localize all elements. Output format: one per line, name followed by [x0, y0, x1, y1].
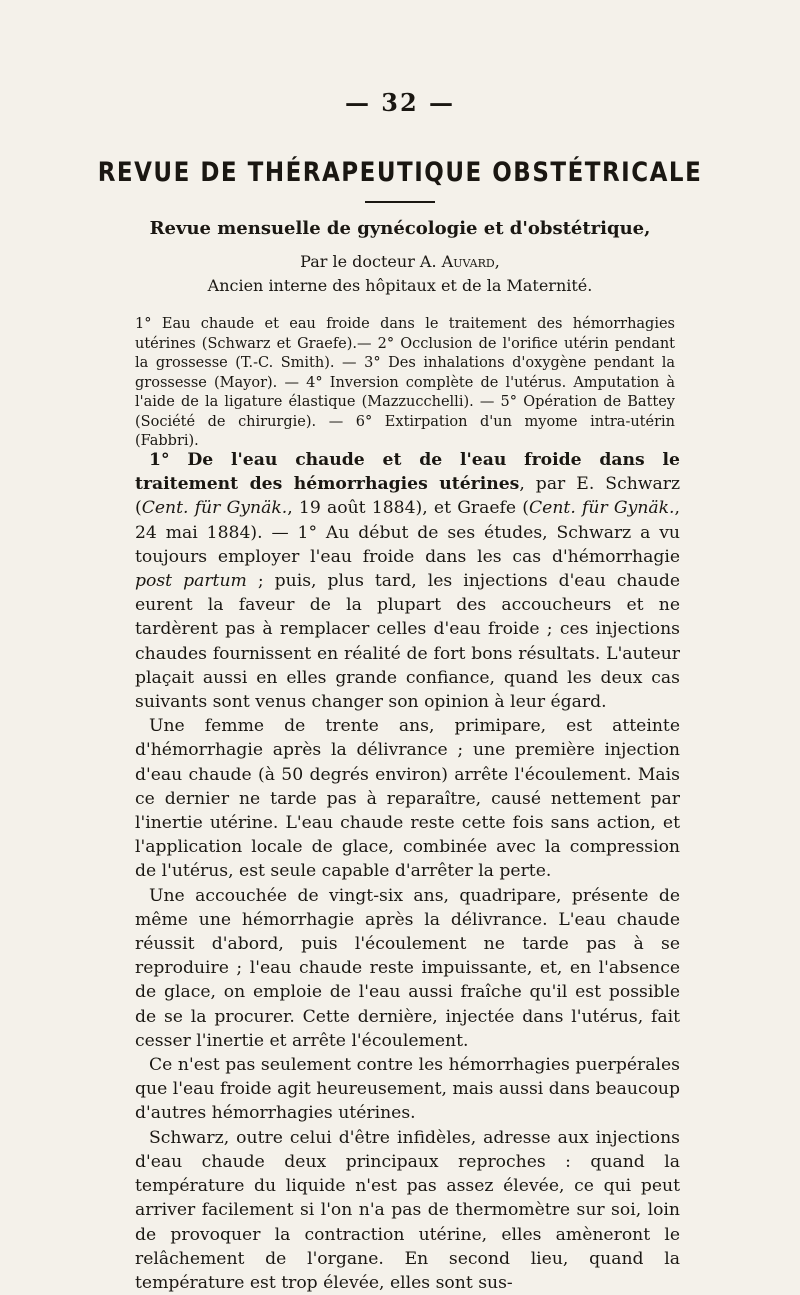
journal-title: REVUE DE THÉRAPEUTIQUE OBSTÉTRICALE: [97, 158, 703, 188]
title-rule: [365, 201, 435, 203]
section-title: Revue mensuelle de gynécologie et d'obstétrique,: [149, 218, 651, 239]
paragraph-2: Une femme de trente ans, primipare, est atteinte d'hémorrhagie après la délivrance ; une première injection d'eau chaude (à 50 degrés environ) arrête l'écoulement. Mais ce dernier ne tarde pas à reparaître, causé nettement par l'inertie utérine. L'eau chaude reste cette fois sans action, et l'application locale de glace, combinée avec la compression de l'utérus, est seule capable d'arrêter la perte.: [135, 716, 680, 882]
paragraph-3: Une accouchée de vingt-six ans, quadripare, présente de même une hémorrhagie après la délivrance. L'eau chaude réussit d'abord, puis l'écoulement ne tarde pas à se reproduire ; l'eau chaude reste impuissante, et, en l'absence de glace, on emploie de l'eau aussi fraîche qu'il est possible de se la procurer. Cette dernière, injectée dans l'utérus, fait cesser l'inertie et arrête l'écoulement.: [135, 885, 680, 1051]
paragraph-5: Schwarz, outre celui d'être infidèles, adresse aux injections d'eau chaude deux principaux reproches : quand la température du liquide n'est pas assez élevée, ce qui peut arriver facilement si l'on n'a pas de thermomètre sur soi, loin de provoquer la contraction utérine, elles amèneront le relâchement de l'organe. En second lieu, quand la température est trop élevée, elles sont sus-: [135, 1127, 680, 1293]
byline-suffix: ,: [494, 252, 500, 271]
article-heading: 1° De l'eau chaude et de l'eau froide dans le traitement des hémorrhagies utérines: [135, 450, 680, 495]
citation-2: Cent. für Gynäk.: [529, 498, 675, 519]
page-number: — 32 —: [344, 88, 456, 117]
para1-text-3: , 24 mai 1884). — 1° Au début de ses études, Schwarz a vu toujours employer l'eau froide dans les cas d'hémorrhagie: [135, 498, 680, 567]
summary: 1° Eau chaude et eau froide dans le traitement des hémorrhagies utérines (Schwarz et Graefe).— 2° Occlusion de l'orifice utérin pendant la grossesse (T.-C. Smith). — 3° Des inhalations d'oxygène pendant la grossesse (Mayor). — 4° Inversion complète de l'utérus. Amputation à l'aide de la ligature élastique (Mazzucchelli). — 5° Opération de Battey (Société de chirurgie). — 6° Extirpation d'un myome intra-utérin (Fabbri).: [135, 316, 675, 449]
author-name: Auvard: [441, 252, 495, 271]
paragraph-4: Ce n'est pas seulement contre les hémorrhagies puerpérales que l'eau froide agit heureusement, mais aussi dans beaucoup d'autres hémorrhagies utérines.: [135, 1055, 680, 1124]
para1-text-1: , par E. Schwarz (: [135, 474, 680, 519]
para1-text-4: ; puis, plus tard, les injections d'eau chaude eurent la faveur de la plupart des accoucheurs et ne tardèrent pas à remplacer celles d'eau froide ; ces injections chaudes fournissent en réalité de fort bons résultats. L'auteur plaçait aussi en elles grande confiance, quand les deux cas suivants sont venus changer son opinion à leur égard.: [135, 571, 680, 713]
paragraph-1: [135, 448, 680, 714]
byline: [0, 252, 800, 271]
affiliation: Ancien interne des hôpitaux et de la Maternité.: [207, 276, 593, 295]
byline-prefix: Par le docteur A.: [300, 252, 442, 271]
post-partum: post partum: [135, 571, 247, 592]
citation-1: Cent. für Gynäk.: [141, 498, 288, 519]
para1-text-2: , 19 août 1884), et Graefe (: [287, 498, 530, 519]
article-body: [135, 448, 680, 1295]
